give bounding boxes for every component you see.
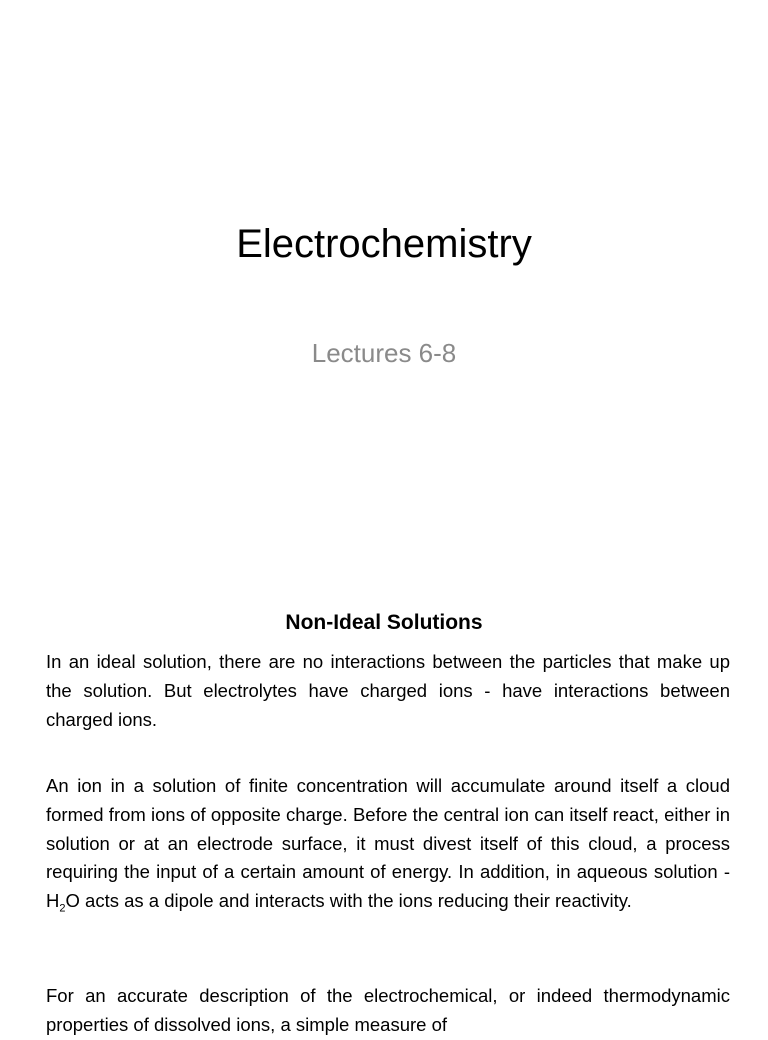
paragraph-accurate-description: For an accurate description of the electrochemical, or indeed thermodynamic properties of dissolved ions, a simple measure of	[46, 985, 730, 1035]
paragraph-ion-cloud-text: An ion in a solution of finite concentration will accumulate around itself a cloud formed from ions of opposite charge. Before the central ion can itself react, either in solution or at an electrode surface, it must divest itself of this cloud, a process requiring the input of a certain amount of energy. In addition, in aqueous solution - H	[46, 775, 730, 912]
paragraph-ideal-solution: In an ideal solution, there are no interactions between the particles that make up the solution. But electrolytes have charged ions - have interactions between charged ions.	[46, 651, 730, 730]
content-slide	[0, 576, 768, 1035]
paragraph-ion-cloud	[46, 772, 730, 916]
slide-title: Electrochemistry	[236, 222, 532, 266]
section-heading: Non-Ideal Solutions	[285, 611, 483, 634]
slide-subtitle: Lectures 6-8	[311, 338, 457, 368]
subscript-2: 2	[59, 902, 66, 915]
paragraph-ion-cloud-text-end: O acts as a dipole and interacts with the ions reducing their reactivity.	[65, 890, 632, 912]
